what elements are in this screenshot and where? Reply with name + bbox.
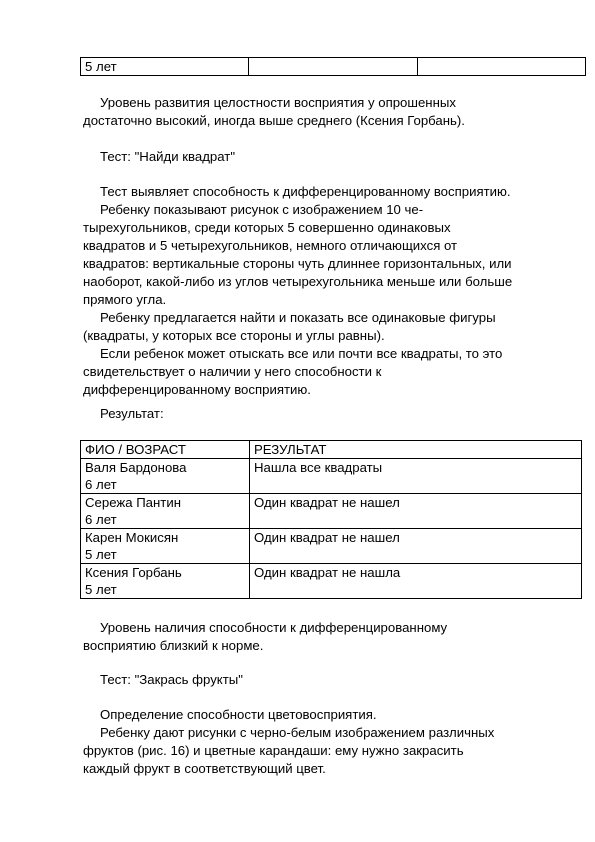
cell-result: Один квадрат не нашла <box>250 564 582 599</box>
paragraph-color-fruits <box>83 706 563 778</box>
cell-name-age <box>81 564 250 599</box>
child-name: Карен Мокисян <box>85 530 179 545</box>
text-line: квадратов и 5 четырехугольников, немного отличающихся от <box>83 238 458 253</box>
test-title-color-fruits <box>83 671 563 689</box>
paragraph-integrity <box>83 94 563 130</box>
text-line: дифференцированному восприятию. <box>83 382 311 397</box>
text-line: достаточно высокий, иногда выше среднего (Ксения Горбань). <box>83 113 465 128</box>
text-line: квадратов: вертикальные стороны чуть длиннее горизонтальных, или <box>83 256 512 271</box>
text-line: тырехугольников, среди которых 5 совершенно одинаковых <box>83 220 451 235</box>
child-name: Ксения Горбань <box>85 565 182 580</box>
text-line: фруктов (рис. 16) и цветные карандаши: ему нужно закрасить <box>83 743 464 758</box>
child-name: Сережа Пантин <box>85 495 181 510</box>
header-result: РЕЗУЛЬТАТ <box>250 441 582 459</box>
child-age: 5 лет <box>85 582 117 597</box>
table-cell <box>417 58 585 76</box>
text-line: Ребенку предлагается найти и показать все одинаковые фигуры <box>100 310 496 325</box>
table-row <box>81 529 582 564</box>
text-line: Уровень развития целостности восприятия у опрошенных <box>100 95 456 110</box>
table-row <box>81 459 582 494</box>
text-line: восприятию близкий к норме. <box>83 638 264 653</box>
cell-name-age <box>81 459 250 494</box>
table-row <box>81 494 582 529</box>
table-cell: 5 лет <box>81 58 249 76</box>
text-line: каждый фрукт в соответствующий цвет. <box>83 761 326 776</box>
text-line: Тест выявляет способность к дифференцированному восприятию. <box>100 184 511 199</box>
table-header-row <box>81 441 582 459</box>
child-name: Валя Бардонова <box>85 460 187 475</box>
text-line: свидетельствует о наличии у него способности к <box>83 364 382 379</box>
header-name-age: ФИО / ВОЗРАСТ <box>81 441 250 459</box>
table-row <box>81 564 582 599</box>
cell-name-age <box>81 494 250 529</box>
paragraph-find-square <box>83 183 563 399</box>
cell-result: Один квадрат не нашел <box>250 494 582 529</box>
cell-result: Один квадрат не нашел <box>250 529 582 564</box>
table-row <box>81 58 586 76</box>
text-line: Если ребенок может отыскать все или почти все квадраты, то это <box>100 346 503 361</box>
text-line: Уровень наличия способности к дифференцированному <box>100 620 448 635</box>
text-line: прямого угла. <box>83 292 167 307</box>
heading-text: Тест: "Закрась фрукты" <box>100 672 243 687</box>
top-table <box>80 57 586 76</box>
paragraph-conclusion <box>83 619 563 655</box>
heading-text: Тест: "Найди квадрат" <box>100 149 235 164</box>
table-cell <box>249 58 417 76</box>
child-age: 6 лет <box>85 512 117 527</box>
text-line: наоборот, какой-либо из углов четырехугольника меньше или больше <box>83 274 513 289</box>
text-line: Ребенку дают рисунки с черно-белым изображением различных <box>100 725 495 740</box>
results-table <box>80 440 582 599</box>
test-title-find-square <box>83 148 563 166</box>
result-label <box>83 405 563 423</box>
child-age: 6 лет <box>85 477 117 492</box>
text-line: Ребенку показывают рисунок с изображением 10 че- <box>100 202 424 217</box>
child-age: 5 лет <box>85 547 117 562</box>
cell-name-age <box>81 529 250 564</box>
cell-result: Нашла все квадраты <box>250 459 582 494</box>
result-label-text: Результат: <box>100 406 164 421</box>
text-line: (квадраты, у которых все стороны и углы равны). <box>83 328 385 343</box>
text-line: Определение способности цветовосприятия. <box>100 707 377 722</box>
